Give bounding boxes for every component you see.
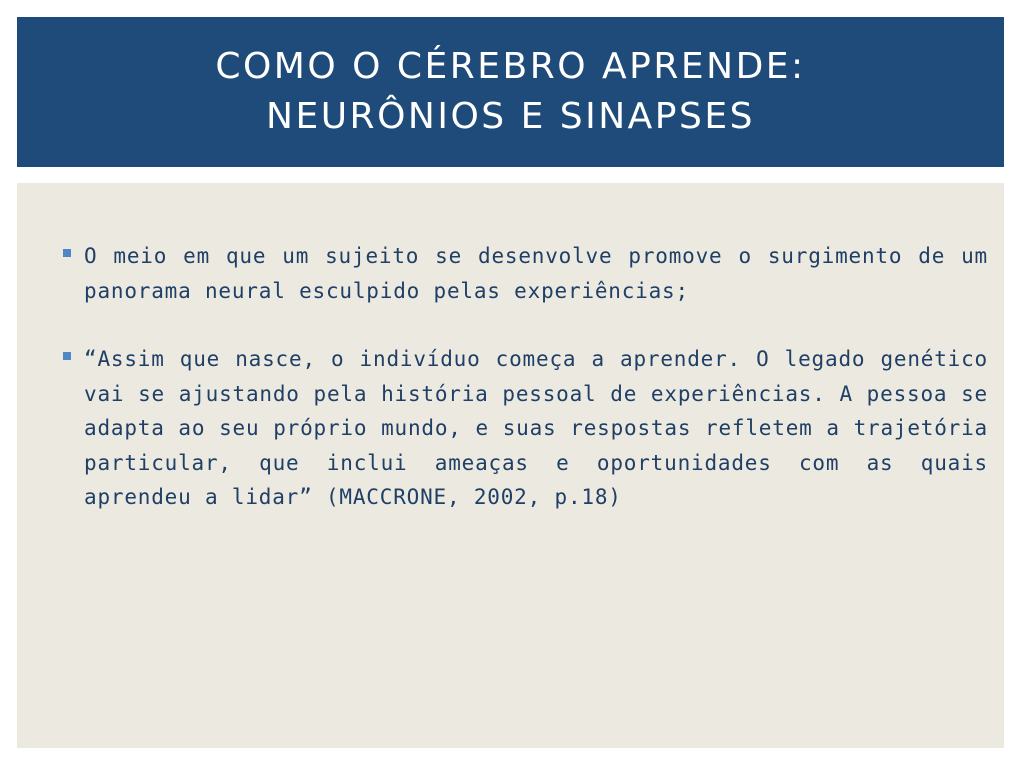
square-bullet-icon bbox=[63, 352, 71, 360]
square-bullet-icon bbox=[63, 249, 71, 257]
title-band bbox=[17, 17, 1004, 167]
bullet-list bbox=[61, 239, 988, 549]
slide-title-line-1: COMO O CÉREBRO APRENDE: bbox=[215, 46, 806, 87]
bullet-item bbox=[61, 342, 988, 515]
content-panel bbox=[17, 183, 1004, 748]
bullet-item bbox=[61, 239, 988, 308]
bullet-text: “Assim que nasce, o indivíduo começa a aprender. O legado genético vai se ajustando pela história pessoal de experiências. A pessoa se adapta ao seu próprio mundo, e suas respostas refletem a trajetória particular, que inclui ameaças e oportunidades com as quais aprendeu a lidar” (MACCRONE, 2002, p.18) bbox=[84, 347, 988, 509]
slide-title-line-2: NEURÔNIOS E SINAPSES bbox=[266, 96, 755, 137]
bullet-text: O meio em que um sujeito se desenvolve promove o surgimento de um panorama neural esculpido pelas experiências; bbox=[84, 244, 988, 303]
